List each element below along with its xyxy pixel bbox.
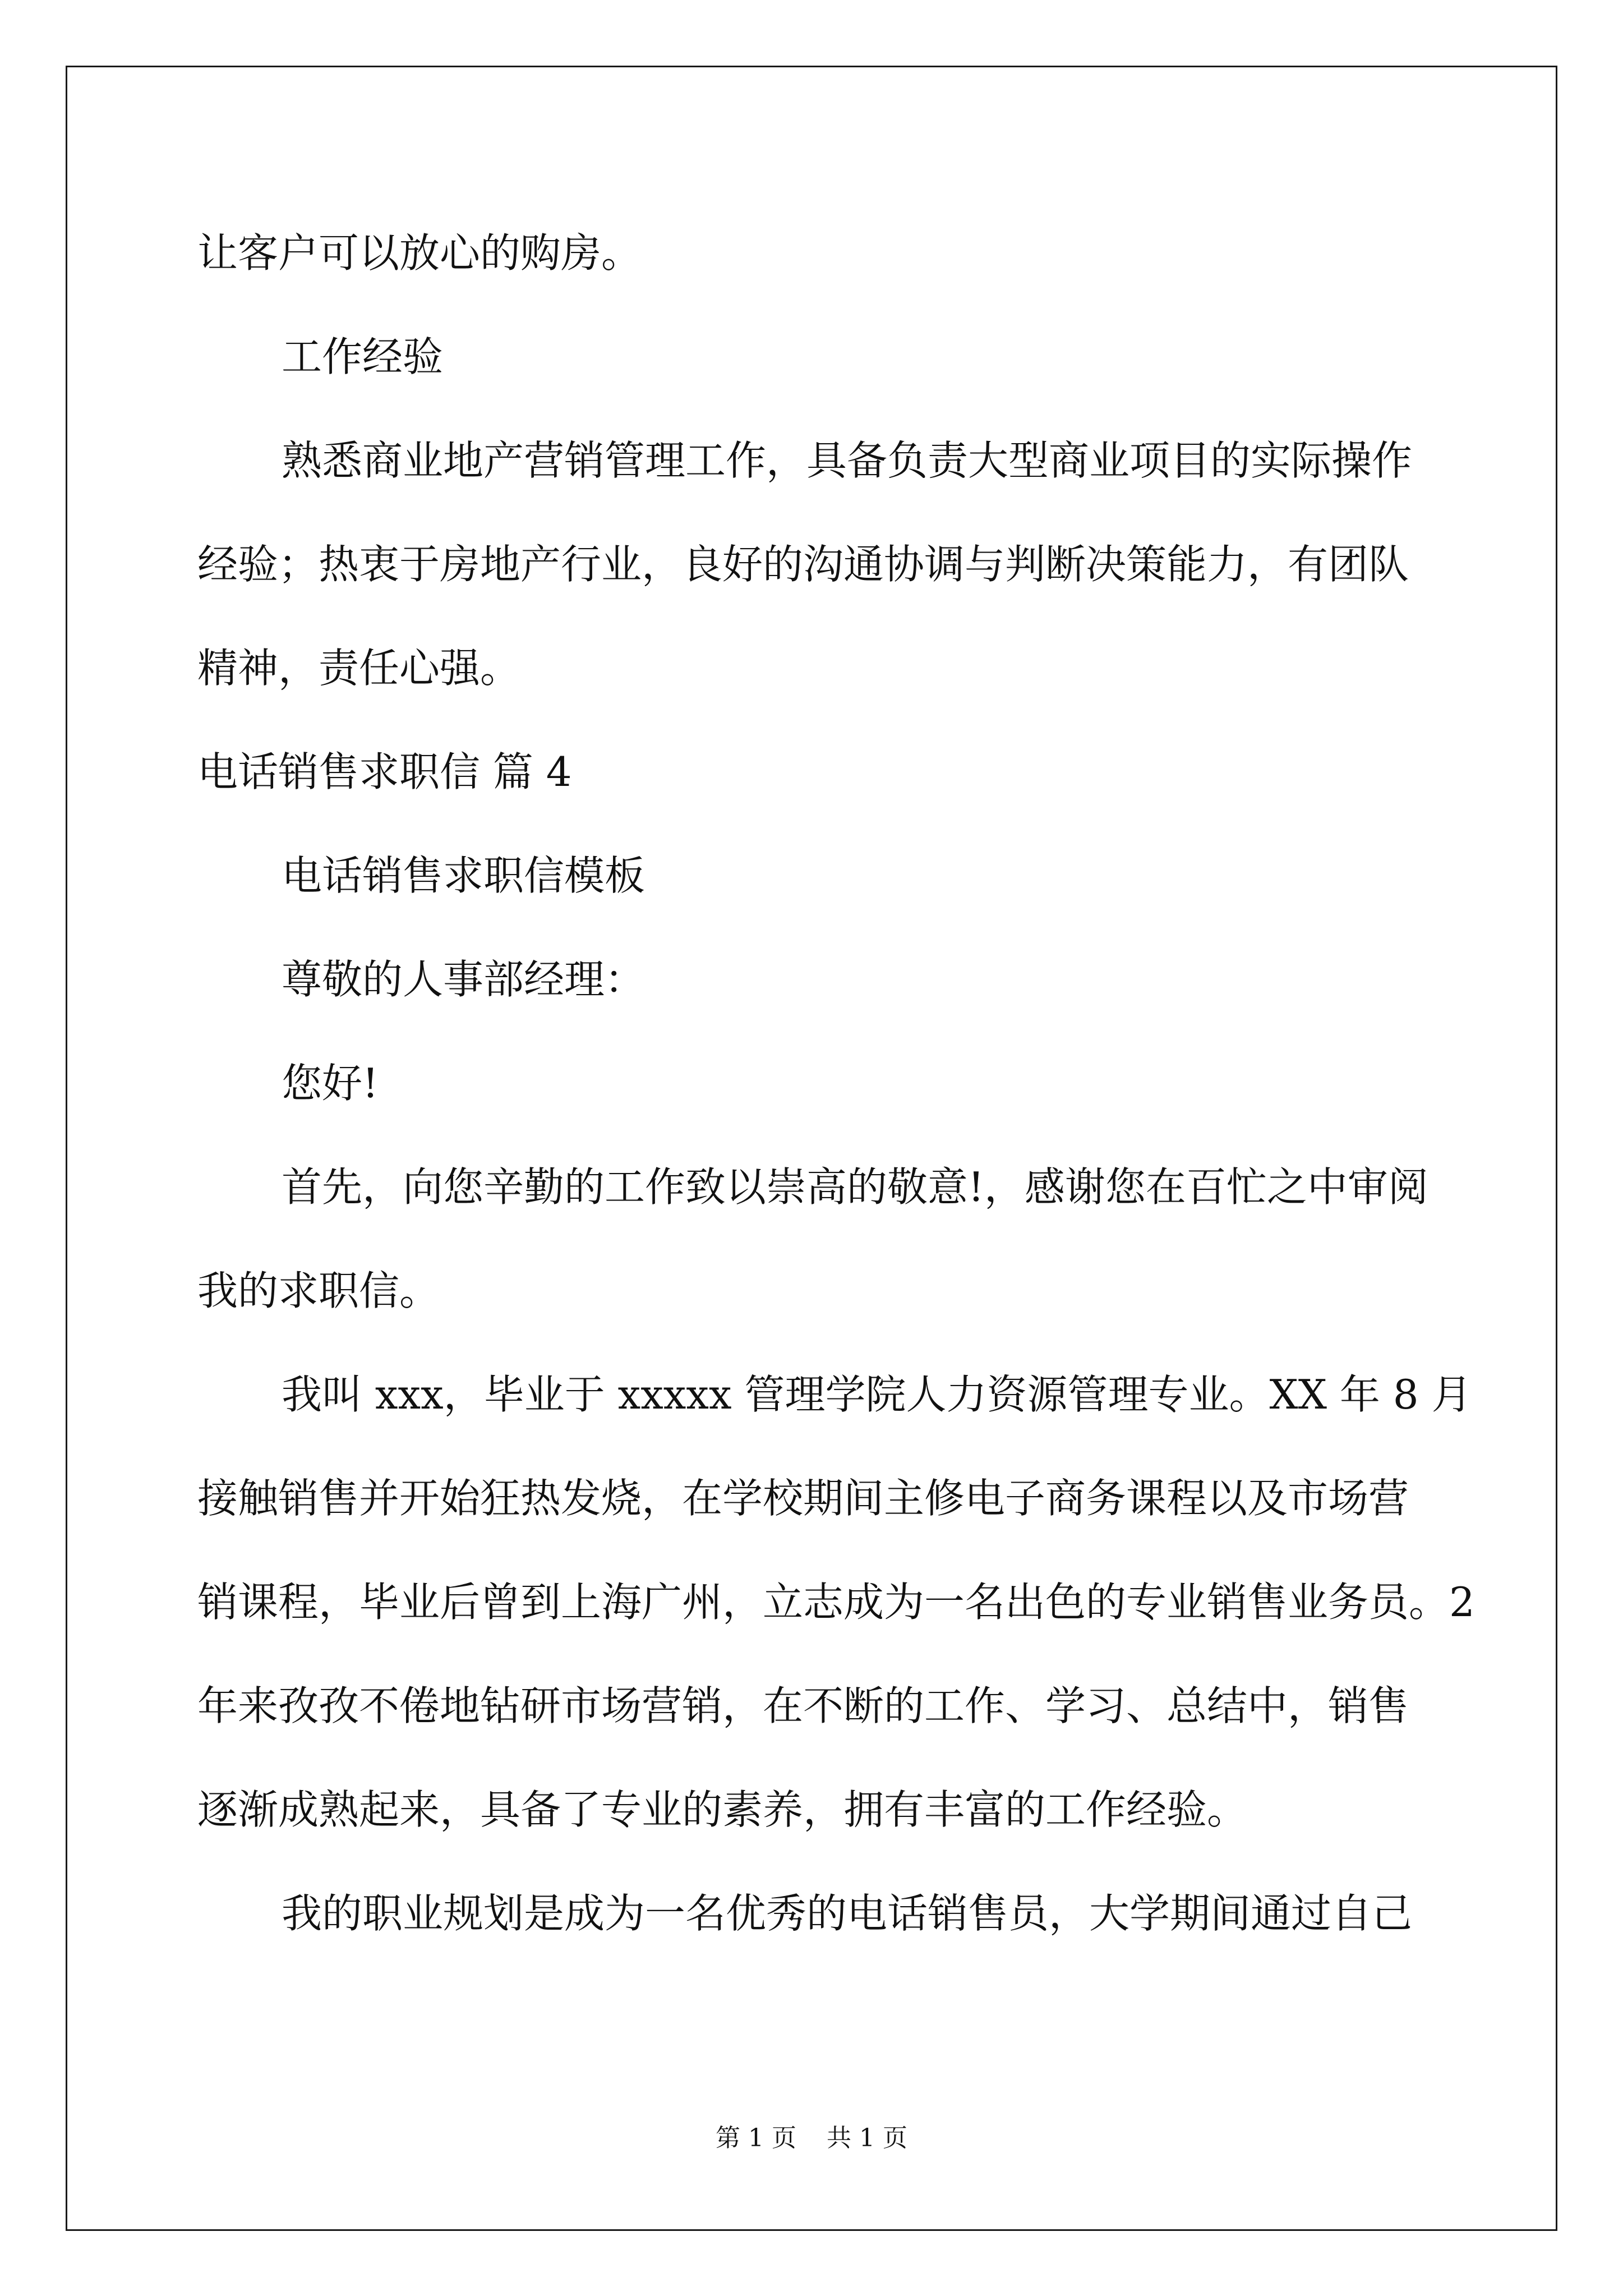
text-line: 经验；热衷于房地产行业，良好的沟通协调与判断决策能力，有团队 (197, 541, 1409, 588)
text-line: 首先，向您辛勤的工作致以崇高的敬意!，感谢您在百忙之中审阅 (282, 1163, 1428, 1211)
text-line: 我叫 xxx，毕业于 xxxxx 管理学院人力资源管理专业。XX 年 8 月 (282, 1371, 1472, 1418)
text-line: 我的职业规划是成为一名优秀的电话销售员，大学期间通过自己 (282, 1890, 1413, 1937)
salutation: 尊敬的人事部经理： (282, 956, 645, 1003)
section-heading: 工作经验 (282, 333, 444, 380)
text-line: 熟悉商业地产营销管理工作，具备负责大型商业项目的实际操作 (282, 437, 1413, 484)
text-line: 电话销售求职信模板 (282, 852, 645, 899)
text-line: 我的求职信。 (197, 1267, 440, 1314)
text-line: 接触销售并开始狂热发烧，在学校期间主修电子商务课程以及市场营 (197, 1475, 1409, 1522)
text-line: 逐渐成熟起来，具备了专业的素养，拥有丰富的工作经验。 (197, 1786, 1248, 1833)
text-line: 销课程，毕业后曾到上海广州，立志成为一名出色的专业销售业务员。2 (197, 1579, 1475, 1626)
page-total: 共 1 页 (827, 2124, 907, 2152)
article-title: 电话销售求职信 篇 4 (197, 748, 572, 795)
text-line: 让客户可以放心的购房。 (197, 229, 642, 277)
greeting: 您好! (282, 1060, 379, 1107)
text-line: 精神，责任心强。 (197, 645, 521, 692)
page-footer (0, 2126, 1623, 2151)
page-number: 第 1 页 (716, 2124, 796, 2152)
text-line: 年来孜孜不倦地钻研市场营销，在不断的工作、学习、总结中，销售 (197, 1682, 1409, 1729)
